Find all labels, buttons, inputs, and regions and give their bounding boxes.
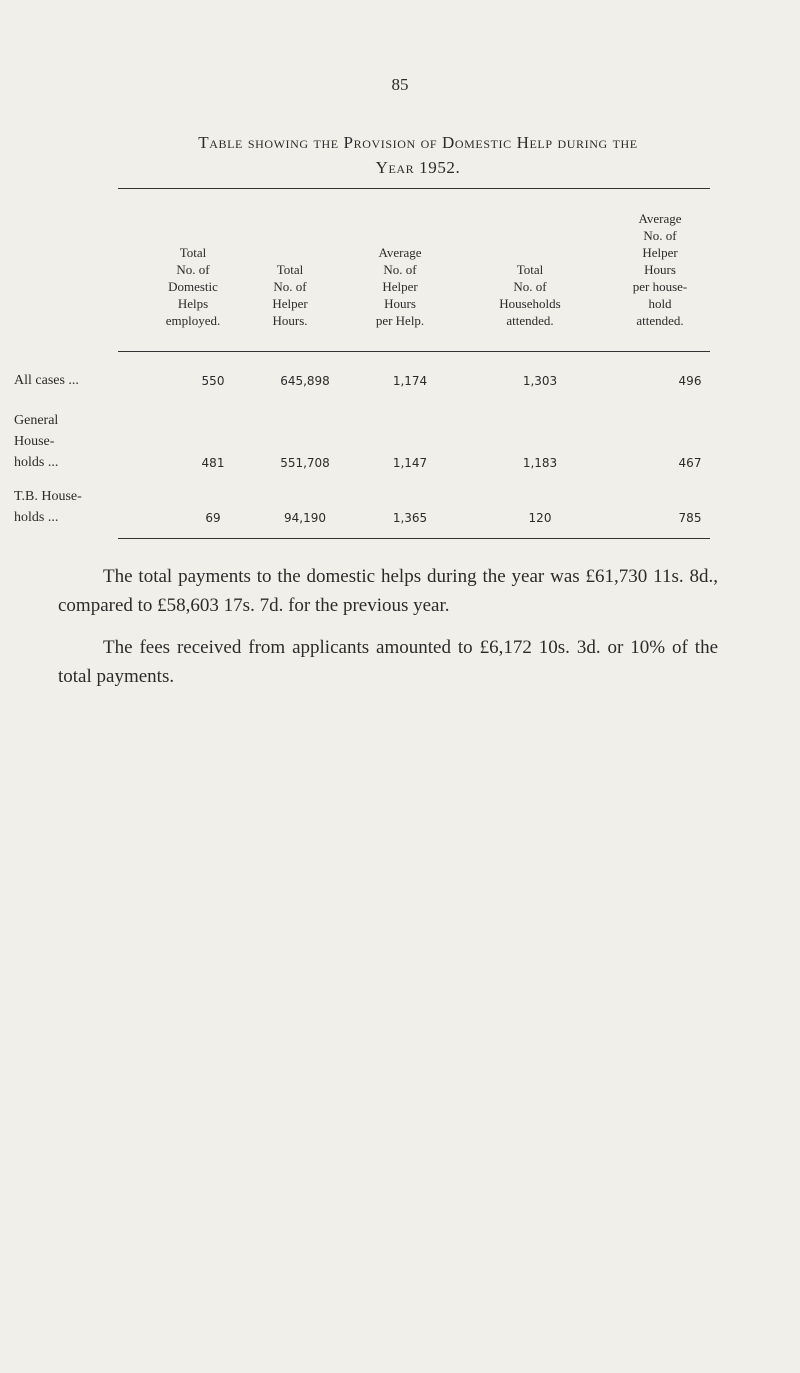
table-header-rule [118,351,710,352]
table-cell: 481 [201,456,225,470]
column-header-average-hours-per-help: Average No. of Helper Hours per Help. [375,245,425,328]
row-label-all-cases: All cases ... [14,373,79,388]
table-title [118,130,718,180]
title-text: elp during the [529,133,638,152]
row-label-tb-households: T.B. House- holds ... [14,489,82,525]
table-cell: 645,898 [280,374,330,388]
paragraph-total-payments: The total payments to the domestic helps during the year was £61,730 11s. 8d., compared to £58,603 17s. 7d. for the previous year. [58,566,718,616]
column-header-average-hours-per-household: Average No. of Helper Hours per house- hold attended. [632,211,688,328]
title-text: able showing the [209,133,344,152]
table-top-rule [118,188,710,189]
table-title-line-1 [118,130,718,155]
table-cell: 785 [678,511,702,525]
table-cell: 1,174 [392,374,428,388]
column-header-helper-hours: Total No. of Helper Hours. [272,262,308,328]
table-cell: 551,708 [280,456,330,470]
table-bottom-rule [118,538,710,539]
title-cap: D [441,133,455,152]
column-header-domestic-helps: Total No. of Domestic Helps employed. [165,245,221,328]
table-cell: 120 [528,511,552,525]
title-cap: H [516,133,530,152]
paragraph-fees-received: The fees received from applicants amounted to £6,172 10s. 3d. or 10% of the total payments. [58,637,718,687]
row-label-general-households: General House- holds ... [14,413,59,470]
page-number: 85 [391,75,409,94]
table-cell: 550 [201,374,225,388]
title-text: rovision of [353,133,442,152]
table-cell: 69 [205,511,221,525]
title-cap: T [198,133,210,152]
column-header-households-attended: Total No. of Households attended. [499,262,561,328]
table-cell: 496 [678,374,702,388]
title-cap: P [343,133,354,152]
title-cap: Y [375,158,389,177]
table-title-line-2 [118,155,718,180]
table-cell: 1,303 [522,374,558,388]
table-cell: 94,190 [284,511,326,525]
table-cell: 1,147 [392,456,428,470]
table-cell: 1,183 [522,456,558,470]
title-text: ear 1952. [388,158,461,177]
title-text: omestic [454,133,517,152]
table-cell: 1,365 [392,511,428,525]
table-cell: 467 [678,456,702,470]
